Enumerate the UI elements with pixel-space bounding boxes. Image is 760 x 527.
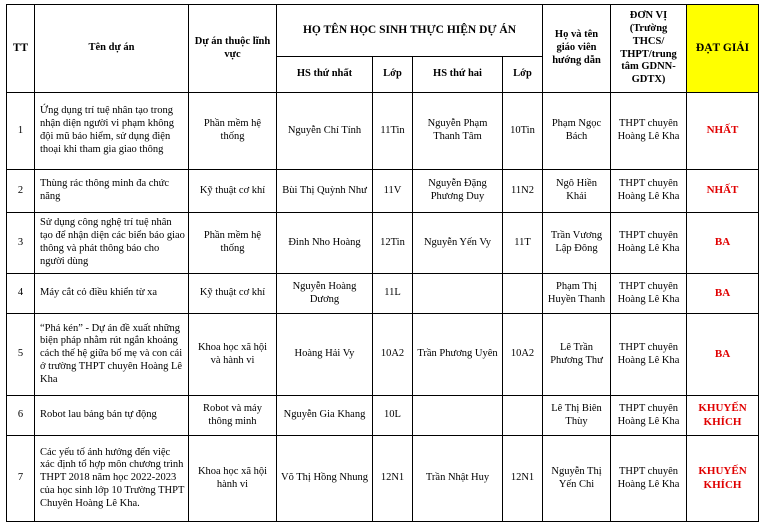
table-row <box>7 436 759 522</box>
row-tt: 4 <box>7 274 35 314</box>
row-project: Sử dụng công nghệ trí tuệ nhân tạo để nhận diện các biển báo giao thông và phát thông báo cho người dùng <box>35 213 189 274</box>
row-unit: THPT chuyên Hoàng Lê Kha <box>611 314 687 396</box>
row-teacher: Nguyễn Thị Yến Chi <box>543 436 611 522</box>
row-class2: 10Tin <box>503 93 543 170</box>
header-unit: ĐƠN VỊ (Trường THCS/ THPT/trung tâm GDNN-GDTX) <box>611 5 687 93</box>
row-student2: Trần Phương Uyên <box>413 314 503 396</box>
row-field: Khoa học xã hội và hành vi <box>189 314 277 396</box>
table-row <box>7 314 759 396</box>
row-class2 <box>503 396 543 436</box>
row-teacher: Phạm Thị Huyền Thanh <box>543 274 611 314</box>
row-tt: 6 <box>7 396 35 436</box>
row-class1: 11L <box>373 274 413 314</box>
row-student2: Nguyễn Phạm Thanh Tâm <box>413 93 503 170</box>
table-row <box>7 213 759 274</box>
row-class1: 11Tin <box>373 93 413 170</box>
row-student2 <box>413 274 503 314</box>
table-row <box>7 274 759 314</box>
row-unit: THPT chuyên Hoàng Lê Kha <box>611 93 687 170</box>
row-field: Robot và máy thông minh <box>189 396 277 436</box>
row-project: Ứng dụng trí tuệ nhân tạo trong nhận diện người vi phạm không đội mũ bảo hiểm, sử dụng điện thoại khi tham gia giao thông <box>35 93 189 170</box>
row-award: BA <box>687 274 759 314</box>
row-project: Robot lau bảng bán tự động <box>35 396 189 436</box>
row-teacher: Phạm Ngọc Bách <box>543 93 611 170</box>
header-class1: Lớp <box>373 57 413 93</box>
row-class2: 12N1 <box>503 436 543 522</box>
row-award: KHUYẾN KHÍCH <box>687 396 759 436</box>
row-class1: 10L <box>373 396 413 436</box>
header-award: ĐẠT GIẢI <box>687 5 759 93</box>
row-student1: Nguyễn Hoàng Dương <box>277 274 373 314</box>
row-student1: Bùi Thị Quỳnh Như <box>277 170 373 213</box>
row-project: Thùng rác thông minh đa chức năng <box>35 170 189 213</box>
row-award: BA <box>687 314 759 396</box>
row-student2: Nguyễn Yến Vy <box>413 213 503 274</box>
row-field: Khoa học xã hội hành vi <box>189 436 277 522</box>
row-student1: Hoàng Hải Vy <box>277 314 373 396</box>
row-student2 <box>413 396 503 436</box>
row-class1: 12Tin <box>373 213 413 274</box>
row-tt: 3 <box>7 213 35 274</box>
row-field: Phần mềm hệ thống <box>189 213 277 274</box>
row-award: NHẤT <box>687 170 759 213</box>
row-tt: 5 <box>7 314 35 396</box>
row-tt: 7 <box>7 436 35 522</box>
row-teacher: Trần Vương Lập Đông <box>543 213 611 274</box>
row-award: KHUYẾN KHÍCH <box>687 436 759 522</box>
row-tt: 1 <box>7 93 35 170</box>
row-unit: THPT chuyên Hoàng Lê Kha <box>611 436 687 522</box>
row-award: BA <box>687 213 759 274</box>
row-student2: Trần Nhật Huy <box>413 436 503 522</box>
row-tt: 2 <box>7 170 35 213</box>
header-student1: HS thứ nhất <box>277 57 373 93</box>
row-teacher: Lê Thị Biên Thùy <box>543 396 611 436</box>
row-field: Kỹ thuật cơ khí <box>189 170 277 213</box>
row-class1: 11V <box>373 170 413 213</box>
header-tt: TT <box>7 5 35 93</box>
table-row <box>7 170 759 213</box>
row-unit: THPT chuyên Hoàng Lê Kha <box>611 396 687 436</box>
table-row <box>7 396 759 436</box>
header-student2: HS thứ hai <box>413 57 503 93</box>
row-project: Máy cắt cỏ điều khiển từ xa <box>35 274 189 314</box>
row-class2 <box>503 274 543 314</box>
row-unit: THPT chuyên Hoàng Lê Kha <box>611 274 687 314</box>
row-student1: Võ Thị Hồng Nhung <box>277 436 373 522</box>
header-class2: Lớp <box>503 57 543 93</box>
row-teacher: Lê Trần Phương Thư <box>543 314 611 396</box>
row-student1: Nguyễn Chí Tính <box>277 93 373 170</box>
row-class2: 10A2 <box>503 314 543 396</box>
row-student1: Nguyễn Gia Khang <box>277 396 373 436</box>
header-row-top <box>7 5 759 57</box>
header-field: Dự án thuộc lĩnh vực <box>189 5 277 93</box>
awards-table <box>6 4 759 522</box>
row-teacher: Ngô Hiền Khải <box>543 170 611 213</box>
header-students-group: HỌ TÊN HỌC SINH THỰC HIỆN DỰ ÁN <box>277 5 543 57</box>
row-field: Phần mềm hệ thống <box>189 93 277 170</box>
header-project: Tên dự án <box>35 5 189 93</box>
row-award: NHẤT <box>687 93 759 170</box>
row-student2: Nguyễn Đặng Phương Duy <box>413 170 503 213</box>
table-row <box>7 93 759 170</box>
row-project: Các yếu tố ảnh hưởng đến việc xác định tổ hợp môn chương trình THPT 2018 năm học 2022-2023 của học sinh lớp 10 Trường THPT Chuyên Hoàng Lê Kha. <box>35 436 189 522</box>
row-class2: 11N2 <box>503 170 543 213</box>
row-project: “Phá kén” - Dự án đề xuất những biện pháp nhằm rút ngắn khoảng cách thế hệ giữa bố mẹ và con cái ở trường THPT chuyên Hoàng Lê Kha <box>35 314 189 396</box>
row-class1: 12N1 <box>373 436 413 522</box>
row-field: Kỹ thuật cơ khí <box>189 274 277 314</box>
header-teacher: Họ và tên giáo viên hướng dẫn <box>543 5 611 93</box>
row-unit: THPT chuyên Hoàng Lê Kha <box>611 170 687 213</box>
row-student1: Đinh Nho Hoàng <box>277 213 373 274</box>
row-class2: 11T <box>503 213 543 274</box>
row-class1: 10A2 <box>373 314 413 396</box>
row-unit: THPT chuyên Hoàng Lê Kha <box>611 213 687 274</box>
